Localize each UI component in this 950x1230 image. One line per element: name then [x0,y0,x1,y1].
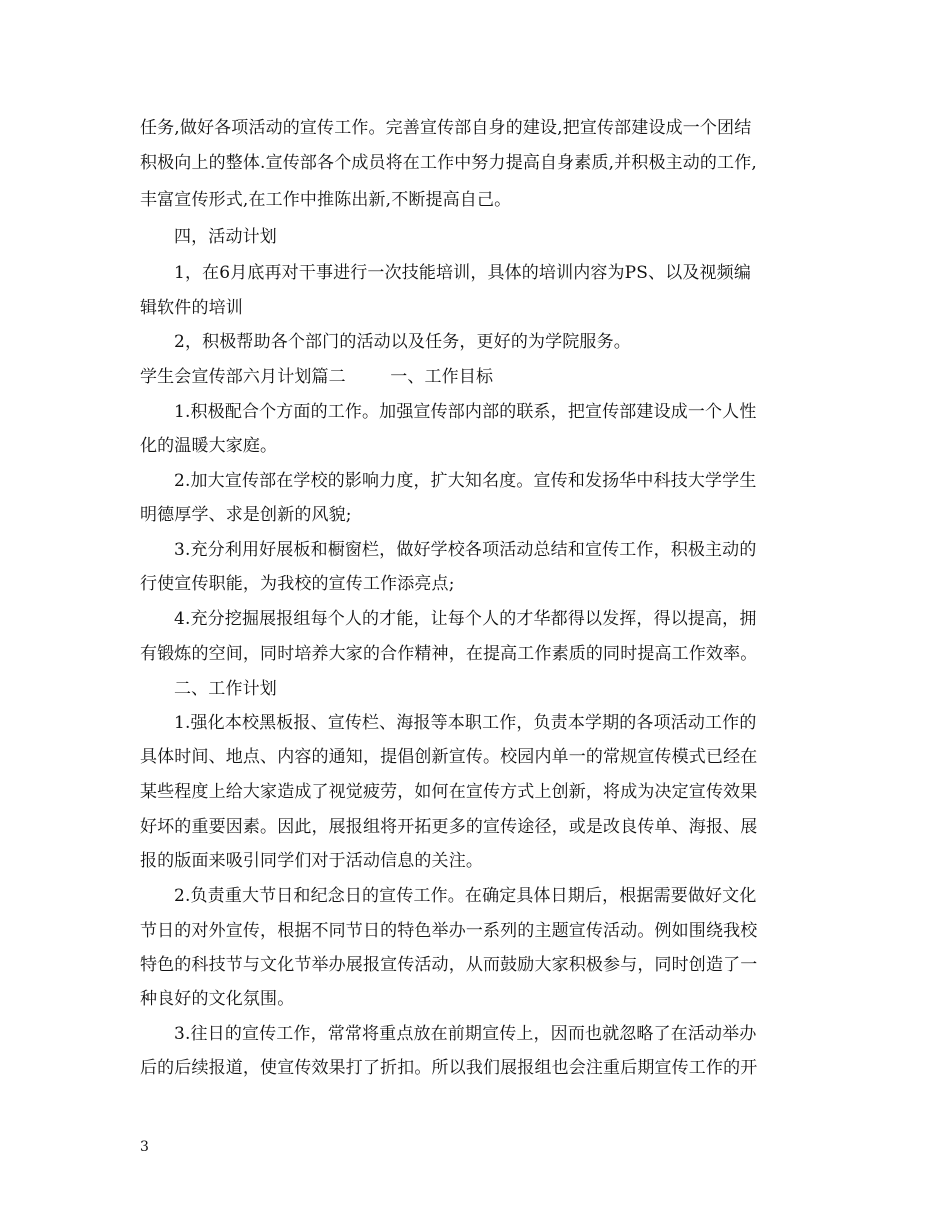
text-line: 1.积极配合个方面的工作。加强宣传部内部的联系，把宣传部建设成一个人性 [174,402,757,422]
text-line: 积极向上的整体.宣传部各个成员将在工作中努力提高自身素质,并积极主动的工作, [140,153,757,173]
text-line: 好坏的重要因素。因此，展报组将开拓更多的宣传途径，或是改良传单、海报、展 [140,817,758,837]
section-heading: 二、工作计划 [174,679,277,699]
text-line: 行使宣传职能，为我校的宣传工作添亮点; [140,574,455,594]
text-line: 1，在6月底再对干事进行一次技能培训，具体的培训内容为PS、以及视频编 [174,263,751,283]
text-line: 4.充分挖掘展报组每个人的才能，让每个人的才华都得以发挥，得以提高，拥 [174,609,757,629]
page-number: 3 [140,1139,149,1155]
text-line: 2，积极帮助各个部门的活动以及任务，更好的为学院服务。 [174,332,631,352]
text-line: 明德厚学、求是创新的风貌; [140,505,352,525]
subtitle-line: 学生会宣传部六月计划篇二 一、工作目标 [140,367,494,387]
text-line: 丰富宣传形式,在工作中推陈出新,不断提高自己。 [140,190,512,210]
text-line: 2.负责重大节日和纪念日的宣传工作。在确定具体日期后，根据需要做好文化 [174,886,757,906]
text-line: 2.加大宣传部在学校的影响力度，扩大知名度。宣传和发扬华中科技大学学生 [174,471,757,491]
text-line: 3.往日的宣传工作，常常将重点放在前期宣传上，因而也就忽略了在活动举办 [174,1024,757,1044]
text-line: 后的后续报道，使宣传效果打了折扣。所以我们展报组也会注重后期宣传工作的开 [140,1058,758,1078]
text-line: 节日的对外宣传，根据不同节日的特色举办一系列的主题宣传活动。例如围绕我校 [140,921,758,941]
text-line: 种良好的文化氛围。 [140,989,295,1009]
section-heading: 四，活动计划 [174,227,277,247]
text-line: 3.充分利用好展板和橱窗栏，做好学校各项活动总结和宣传工作，积极主动的 [174,540,757,560]
text-line: 化的温暖大家庭。 [140,436,278,456]
text-line: 特色的科技节与文化节举办展报宣传活动，从而鼓励大家积极参与，同时创造了一 [140,955,758,975]
text-line: 具体时间、地点、内容的通知，提倡创新宣传。校园内单一的常规宣传模式已经在 [140,747,758,767]
text-line: 报的版面来吸引同学们对于活动信息的关注。 [140,851,483,871]
text-line: 某些程度上给大家造成了视觉疲劳，如何在宣传方式上创新，将成为决定宣传效果 [140,782,758,802]
text-line: 任务,做好各项活动的宣传工作。完善宣传部自身的建设,把宣传部建设成一个团结 [140,118,752,138]
text-line: 有锻炼的空间，同时培养大家的合作精神，在提高工作素质的同时提高工作效率。 [140,644,758,664]
text-line: 1.强化本校黑板报、宣传栏、海报等本职工作，负责本学期的各项活动工作的 [174,713,757,733]
text-line: 辑软件的培训 [140,298,243,318]
